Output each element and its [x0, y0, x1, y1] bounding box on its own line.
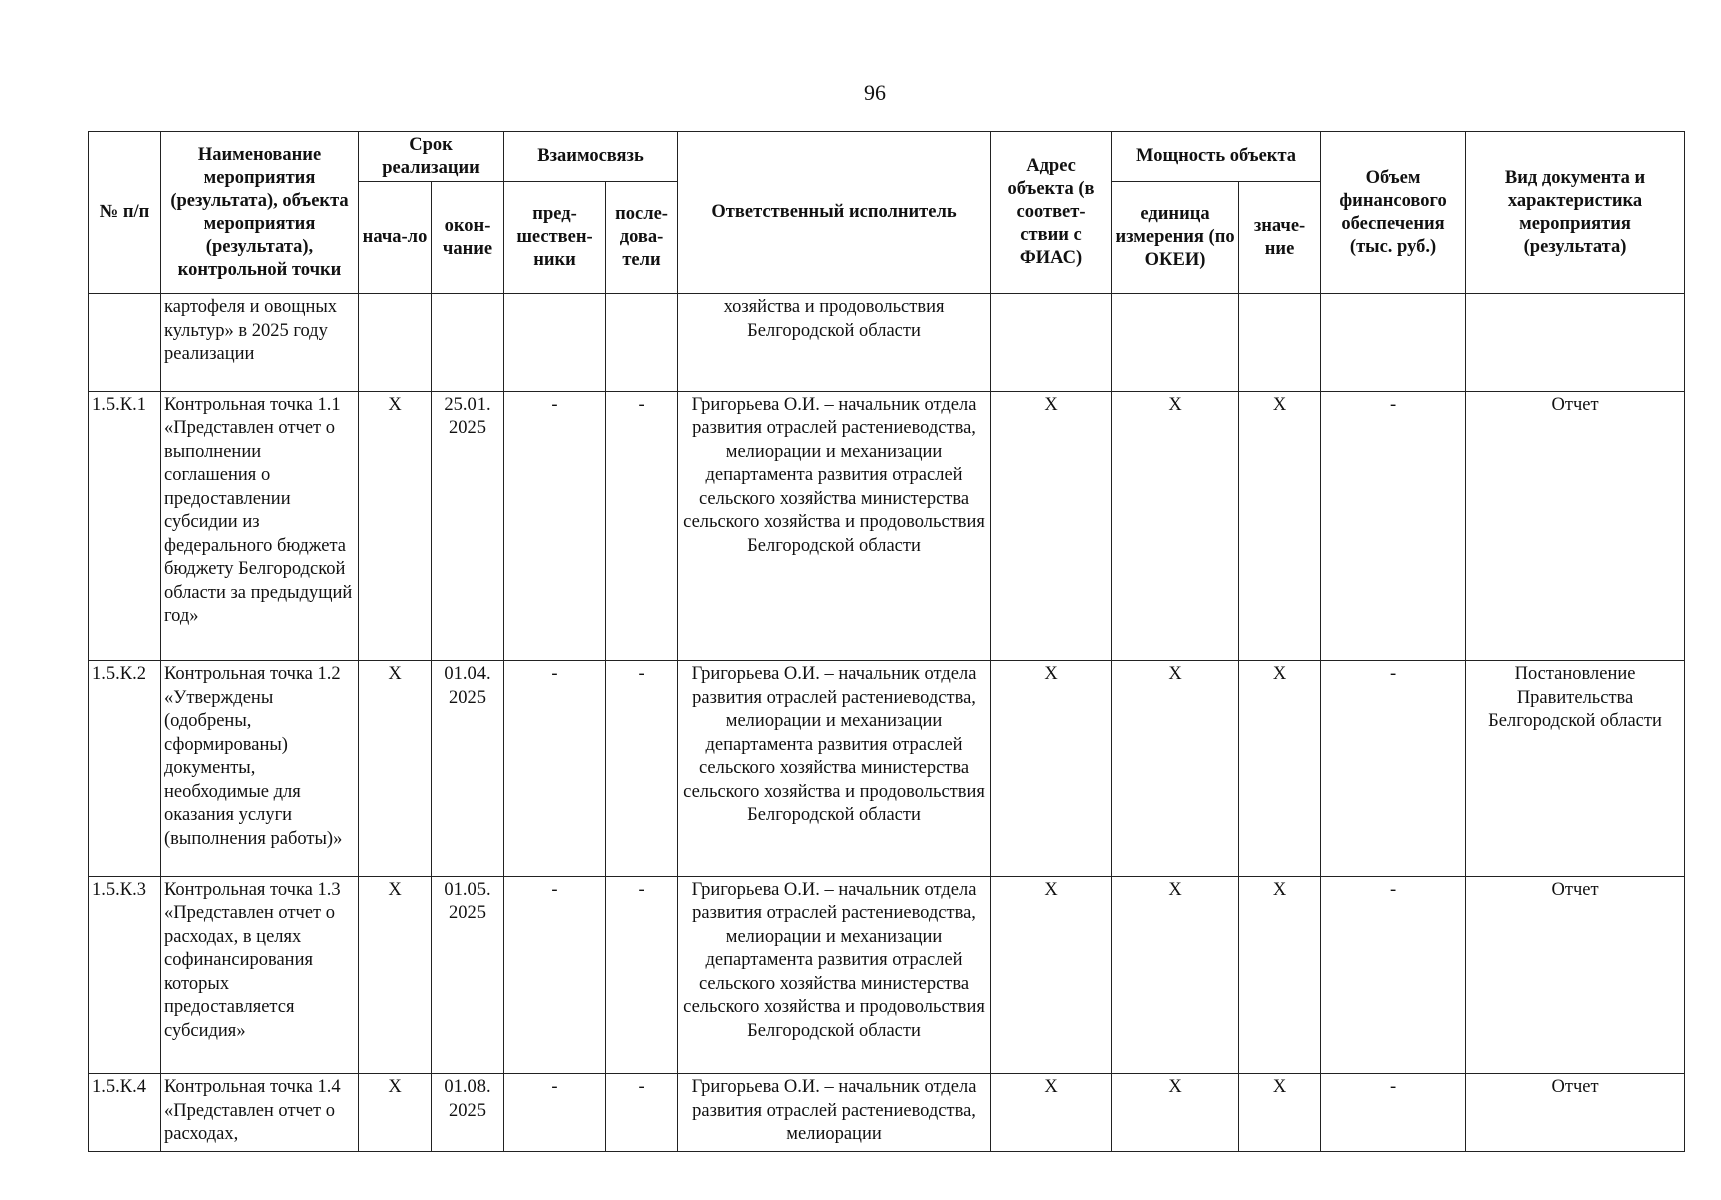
header-funding: Объем финансового обеспечения (тыс. руб.): [1321, 132, 1466, 294]
table-row-continuation: [89, 294, 1685, 392]
cell-responsible: Григорьева О.И. – начальник отдела развития отраслей растениеводства, мелиорации: [678, 1074, 991, 1152]
cell-name: Контрольная точка 1.2 «Утверждены (одобрены, сформированы) документы, необходимые для оказания услуги (выполнения работы)»: [161, 661, 359, 877]
cell-value: Х: [1239, 391, 1321, 660]
header-predecessors: пред-шествен-ники: [504, 182, 606, 294]
header-relation: Взаимосвязь: [504, 132, 678, 182]
cell-name: Контрольная точка 1.1 «Представлен отчет о выполнении соглашения о предоставлении субсидии из федерального бюджета бюджету Белгородской области за предыдущий год»: [161, 391, 359, 660]
header-address: Адрес объекта (в соответ-ствии с ФИАС): [991, 132, 1112, 294]
header-doc: Вид документа и характеристика мероприятия (результата): [1466, 132, 1685, 294]
cell-doc: Постановление Правительства Белгородской области: [1466, 661, 1685, 877]
header-successors: после-дова-тели: [606, 182, 678, 294]
table-row: [89, 1074, 1685, 1152]
cell-end: 01.04. 2025: [432, 661, 504, 877]
table-row: [89, 876, 1685, 1073]
header-unit: единица измерения (по ОКЕИ): [1112, 182, 1239, 294]
cell-funding: -: [1321, 1074, 1466, 1152]
cell-address: Х: [991, 391, 1112, 660]
table-row: [89, 391, 1685, 660]
header-capacity: Мощность объекта: [1112, 132, 1321, 182]
cell-predecessors: -: [504, 876, 606, 1073]
cell-start: Х: [359, 661, 432, 877]
cell-unit: Х: [1112, 391, 1239, 660]
cell-successors: -: [606, 661, 678, 877]
cell-predecessors: -: [504, 391, 606, 660]
cell-doc: Отчет: [1466, 876, 1685, 1073]
header-period: Срок реализации: [359, 132, 504, 182]
cell-funding: -: [1321, 391, 1466, 660]
cell-start: Х: [359, 391, 432, 660]
cell-value: Х: [1239, 1074, 1321, 1152]
cell-num: 1.5.К.2: [89, 661, 161, 877]
cell-address: Х: [991, 661, 1112, 877]
activities-table: [88, 131, 1685, 1152]
cell-value: Х: [1239, 661, 1321, 877]
cell-address: Х: [991, 876, 1112, 1073]
cell-responsible: Григорьева О.И. – начальник отдела развития отраслей растениеводства, мелиорации и механизации департамента развития отраслей сельского хозяйства министерства сельского хозяйства и продовольствия Белгородской области: [678, 391, 991, 660]
table-header-row-1: [89, 132, 1685, 182]
cell-predecessors: -: [504, 1074, 606, 1152]
cell-responsible: хозяйства и продовольствия Белгородской области: [678, 294, 991, 392]
cell-end: 25.01. 2025: [432, 391, 504, 660]
cell-num: 1.5.К.3: [89, 876, 161, 1073]
cell-value: Х: [1239, 876, 1321, 1073]
cell-start: Х: [359, 876, 432, 1073]
cell-responsible: Григорьева О.И. – начальник отдела развития отраслей растениеводства, мелиорации и механизации департамента развития отраслей сельского хозяйства министерства сельского хозяйства и продовольствия Белгородской области: [678, 876, 991, 1073]
cell-num: 1.5.К.1: [89, 391, 161, 660]
cell-num: 1.5.К.4: [89, 1074, 161, 1152]
cell-successors: -: [606, 876, 678, 1073]
cell-successors: -: [606, 1074, 678, 1152]
header-period-end: окон-чание: [432, 182, 504, 294]
cell-unit: Х: [1112, 661, 1239, 877]
cell-doc: Отчет: [1466, 1074, 1685, 1152]
cell-end: 01.08. 2025: [432, 1074, 504, 1152]
cell-name: Контрольная точка 1.3 «Представлен отчет о расходах, в целях софинансирования которых предоставляется субсидия»: [161, 876, 359, 1073]
header-responsible: Ответственный исполнитель: [678, 132, 991, 294]
cell-name: Контрольная точка 1.4 «Представлен отчет о расходах,: [161, 1074, 359, 1152]
cell-responsible: Григорьева О.И. – начальник отдела развития отраслей растениеводства, мелиорации и механизации департамента развития отраслей сельского хозяйства министерства сельского хозяйства и продовольствия Белгородской области: [678, 661, 991, 877]
header-period-start: нача-ло: [359, 182, 432, 294]
cell-predecessors: -: [504, 661, 606, 877]
cell-unit: Х: [1112, 876, 1239, 1073]
table-row: [89, 661, 1685, 877]
cell-funding: -: [1321, 876, 1466, 1073]
cell-funding: -: [1321, 661, 1466, 877]
header-num: № п/п: [89, 132, 161, 294]
header-name: Наименование мероприятия (результата), объекта мероприятия (результата), контрольной точки: [161, 132, 359, 294]
header-value: значе-ние: [1239, 182, 1321, 294]
cell-end: 01.05. 2025: [432, 876, 504, 1073]
page-number: 96: [864, 80, 886, 105]
cell-address: Х: [991, 1074, 1112, 1152]
cell-unit: Х: [1112, 1074, 1239, 1152]
cell-name: картофеля и овощных культур» в 2025 году реализации: [161, 294, 359, 392]
cell-doc: Отчет: [1466, 391, 1685, 660]
cell-successors: -: [606, 391, 678, 660]
cell-start: Х: [359, 1074, 432, 1152]
